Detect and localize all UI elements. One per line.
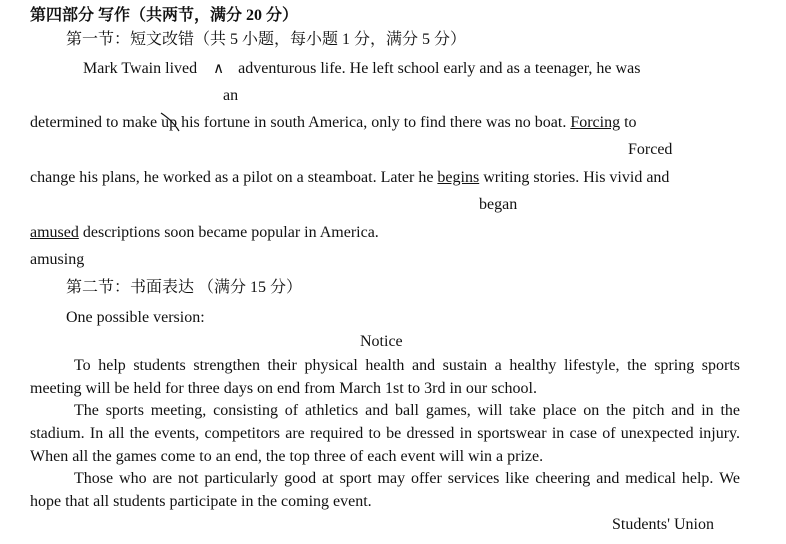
correction-forced: Forced	[628, 141, 673, 158]
version-label: One possible version:	[66, 309, 205, 326]
correction-began: began	[479, 196, 518, 213]
essay-paragraph-1: To help students strengthen their physical health and sustain a healthy lifestyle, the spring sports meeting will be held for three days on end from March 1st to 3rd in our school.	[30, 357, 740, 397]
correction-amusing: amusing	[30, 251, 85, 268]
correction-text: his fortune in south America, only to find there was no boat.	[181, 114, 567, 131]
section1-heading: 第一节：短文改错（共 5 小题，每小题 1 分，满分 5 分）	[66, 31, 467, 48]
correction-text: descriptions soon became popular in America.	[82, 224, 379, 241]
correction-line-1	[83, 58, 640, 79]
part4-heading: 第四部分 写作（共两节，满分 20 分）	[30, 7, 299, 24]
deleted-word	[161, 113, 177, 133]
signature: Students' Union	[612, 516, 714, 533]
correction-text: writing stories. His vivid and	[483, 169, 670, 186]
correction-text: Mark Twain lived	[83, 60, 198, 77]
error-word-begins: begins	[437, 169, 480, 186]
correction-text: change his plans, he worked as a pilot on a steamboat. Later he	[30, 169, 434, 186]
correction-line-2	[30, 113, 637, 133]
deleted-word-text: up	[161, 114, 178, 131]
error-word-forcing: Forcing	[570, 114, 621, 131]
insert-caret-mark: ∧	[213, 59, 225, 77]
essay-paragraph-2: The sports meeting, consisting of athletics and ball games, will take place on the pitch and in the stadium. In all the events, competitors are required to be dressed in sportswear in case of unexpected injury. When all the games come to an end, the top three of each event will win a prize.	[30, 402, 740, 465]
correction-line-4	[30, 223, 379, 243]
strike-mark-icon	[159, 109, 181, 135]
correction-insert-an: an	[223, 87, 239, 104]
error-word-amused: amused	[30, 224, 79, 241]
correction-text: determined to make	[30, 114, 158, 131]
correction-text: to	[624, 114, 637, 131]
correction-text: adventurous life. He left school early and as a teenager, he was	[238, 60, 641, 77]
essay-paragraph-3: Those who are not particularly good at sport may offer services like cheering and medical help. We hope that all students participate in the coming event.	[30, 470, 740, 510]
notice-title: Notice	[360, 333, 403, 350]
section2-heading: 第二节：书面表达 （满分 15 分）	[66, 279, 303, 296]
correction-line-3	[30, 168, 669, 188]
